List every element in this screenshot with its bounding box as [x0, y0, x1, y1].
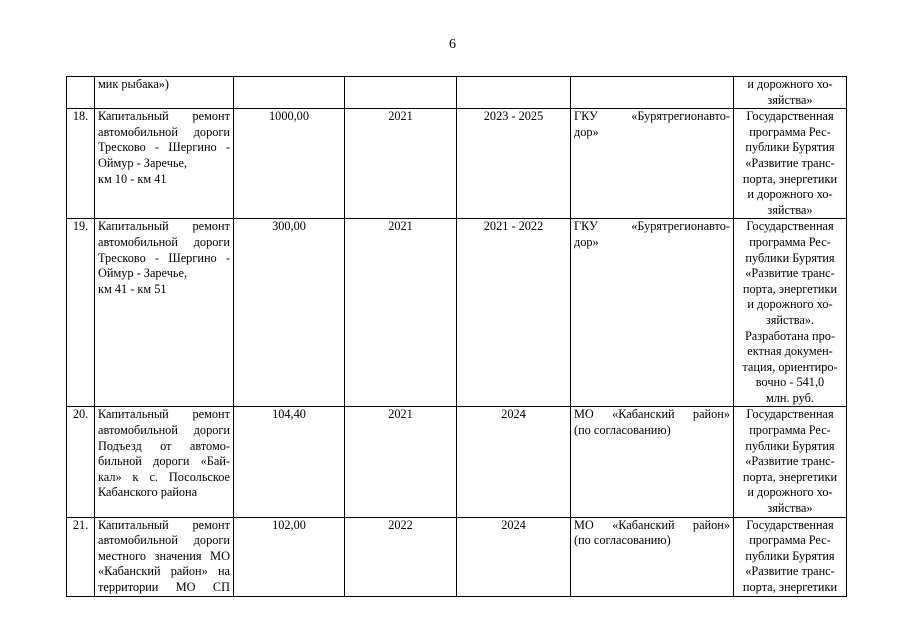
cell-year [345, 77, 457, 109]
executor-line: ГКУ «Бурятрегионавто- [574, 219, 730, 234]
cell-object-name [95, 407, 234, 517]
cell-num: 21. [67, 517, 95, 596]
object-name-line: Тресково - Шергино - [98, 140, 230, 155]
executor-line: (по согласованию) [574, 423, 671, 438]
cell-object-name [95, 517, 234, 596]
cell-period: 2023 - 2025 [457, 109, 571, 219]
table-row [67, 517, 847, 596]
cell-period: 2021 - 2022 [457, 219, 571, 407]
object-name-line: автомобильной дороги [98, 234, 230, 249]
object-name-line: Капитальный ремонт [98, 407, 230, 422]
cell-year: 2021 [345, 407, 457, 517]
object-name-line: мик рыбака») [98, 77, 170, 91]
cell-num: 20. [67, 407, 95, 517]
object-name-line: «Кабанский район» на [98, 564, 230, 579]
executor-line: (по согласованию) [574, 533, 671, 548]
page-number: 6 [449, 37, 456, 52]
object-name-line: Капитальный ремонт [98, 517, 230, 532]
cell-object-name [95, 219, 234, 407]
object-name-line: км 10 - км 41 [98, 171, 167, 186]
cell-executor [571, 517, 734, 596]
object-name-line: автомобильной дороги [98, 124, 230, 139]
cell-period: 2024 [457, 517, 571, 596]
object-name-line: Кабанского района [98, 485, 198, 500]
cell-object-name [95, 109, 234, 219]
object-name-line: Капитальный ремонт [98, 219, 230, 234]
table-row-continuation [67, 77, 847, 109]
object-name-line: Оймур - Заречье, [98, 155, 188, 170]
object-name-line: территории МО СП [98, 580, 230, 594]
executor-line: МО «Кабанский район» [574, 407, 730, 422]
cell-note: и дорожного хо- зяйства» [734, 77, 847, 109]
executor-line: дор» [574, 124, 599, 139]
cell-num: 18. [67, 109, 95, 219]
cell-period: 2024 [457, 407, 571, 517]
cell-num [67, 77, 95, 109]
cell-executor [571, 407, 734, 517]
executor-line: дор» [574, 234, 599, 249]
cell-note: Государственная программа Рес- публики Бурятия «Развитие транс- порта, энергетики [734, 517, 847, 596]
object-name-line: автомобильной дороги [98, 533, 230, 548]
cell-executor [571, 109, 734, 219]
cell-note: Государственная программа Рес- публики Бурятия «Развитие транс- порта, энергетики и дорожного хо- зяйства» [734, 407, 847, 517]
executor-line: МО «Кабанский район» [574, 517, 730, 532]
table-row [67, 219, 847, 407]
program-table [66, 76, 847, 597]
cell-num: 19. [67, 219, 95, 407]
object-name-line: бильной дороги «Бай- [98, 454, 230, 469]
table-row [67, 109, 847, 219]
object-name-line: Подъезд от автомо- [98, 438, 230, 453]
cell-sum: 300,00 [234, 219, 345, 407]
cell-year: 2021 [345, 219, 457, 407]
cell-executor [571, 77, 734, 109]
object-name-line: км 41 - км 51 [98, 281, 167, 296]
object-name-line: Капитальный ремонт [98, 109, 230, 124]
object-name-line: Тресково - Шергино - [98, 250, 230, 265]
cell-year: 2021 [345, 109, 457, 219]
cell-year: 2022 [345, 517, 457, 596]
object-name-line: автомобильной дороги [98, 423, 230, 438]
object-name-line: Оймур - Заречье, [98, 266, 188, 281]
cell-sum: 1000,00 [234, 109, 345, 219]
object-name-line: местного значения МО [98, 548, 230, 563]
cell-period [457, 77, 571, 109]
cell-sum [234, 77, 345, 109]
cell-object-name [95, 77, 234, 109]
cell-note: Государственная программа Рес- публики Бурятия «Развитие транс- порта, энергетики и дорожного хо- зяйства» [734, 109, 847, 219]
cell-sum: 104,40 [234, 407, 345, 517]
executor-line: ГКУ «Бурятрегионавто- [574, 109, 730, 124]
table-row [67, 407, 847, 517]
cell-executor [571, 219, 734, 407]
cell-sum: 102,00 [234, 517, 345, 596]
object-name-line: кал» к с. Посольское [98, 469, 230, 484]
cell-note: Государственная программа Рес- публики Бурятия «Развитие транс- порта, энергетики и дорожного хо- зяйства». Разработана про- ектная докумен- тация, ориентиро- вочно - 541,0 млн. руб. [734, 219, 847, 407]
